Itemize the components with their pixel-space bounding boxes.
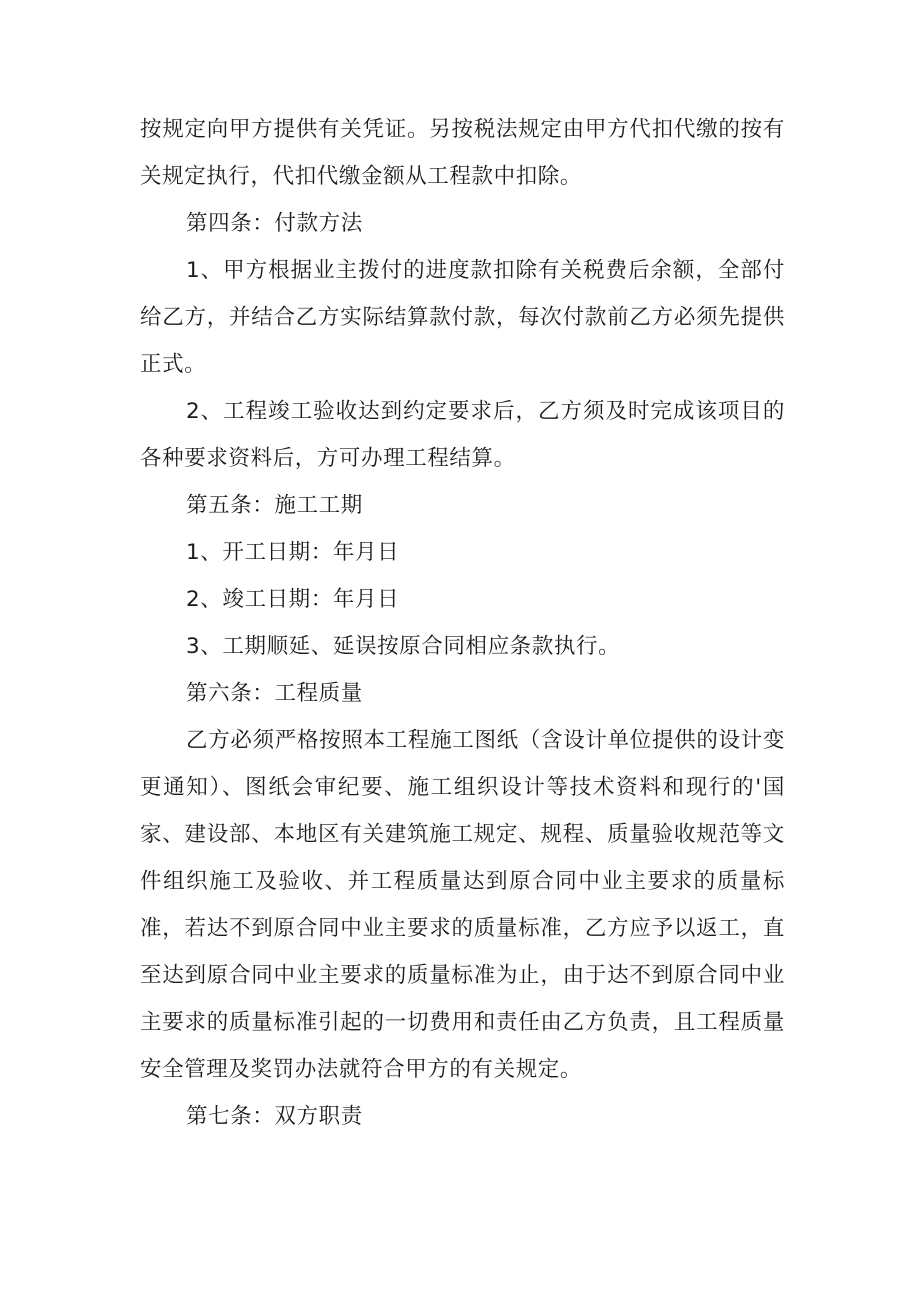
section-heading-article-7: 第七条：双方职责 [186,1104,363,1129]
document-body [140,106,785,1140]
paragraph-schedule-end: 2、竣工日期：年月日 [186,587,400,612]
paragraph-continuation-tax: 按规定向甲方提供有关凭证。另按税法规定由甲方代扣代缴的按有关规定执行，代扣代缴金额从工程款中扣除。 [140,117,785,189]
paragraph-schedule-start: 1、开工日期：年月日 [186,540,400,565]
paragraph-quality: 乙方必须严格按照本工程施工图纸（含设计单位提供的设计变更通知）、图纸会审纪要、施工组织设计等技术资料和现行的'国家、建设部、本地区有关建筑施工规定、规程、质量验收规范等文件组织施工及验收、并工程质量达到原合同中业主要求的质量标准，若达不到原合同中业主要求的质量标准，乙方应予以返工，直至达到原合同中业主要求的质量标准为止，由于达不到原合同中业主要求的质量标准引起的一切费用和责任由乙方负责，且工程质量安全管理及奖罚办法就符合甲方的有关规定。 [140,728,785,1082]
section-heading-article-6: 第六条：工程质量 [186,681,363,706]
paragraph-payment-1: 1、甲方根据业主拨付的进度款扣除有关税费后余额，全部付给乙方，并结合乙方实际结算款付款，每次付款前乙方必须先提供正式。 [140,258,785,377]
section-heading-article-5: 第五条：施工工期 [186,493,363,518]
section-heading-article-4: 第四条：付款方法 [186,211,363,236]
paragraph-schedule-delay: 3、工期顺延、延误按原合同相应条款执行。 [186,634,621,659]
paragraph-payment-2: 2、工程竣工验收达到约定要求后，乙方须及时完成该项目的各种要求资料后，方可办理工程结算。 [140,399,785,471]
